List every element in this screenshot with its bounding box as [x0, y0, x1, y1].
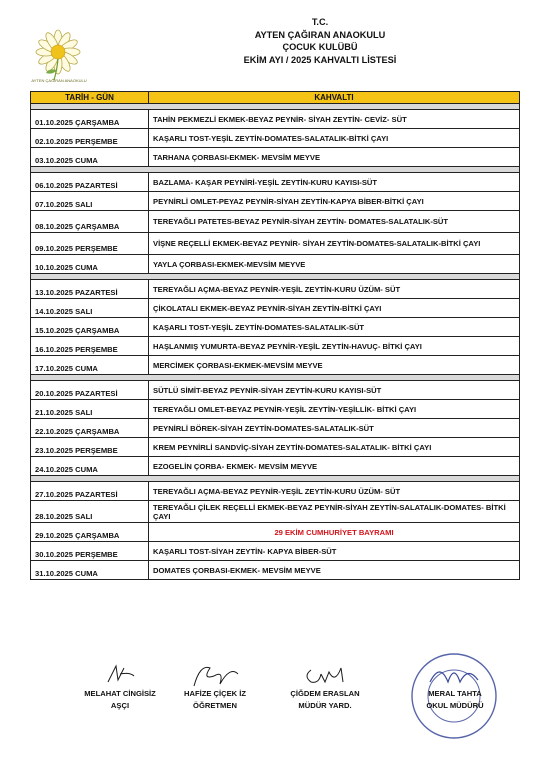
meal-cell: TEREYAĞLI PATETES-BEYAZ PEYNİR-SİYAH ZEYTİN- DOMATES-SALATALIK-SÜT: [149, 211, 520, 233]
date-cell: 20.10.2025 PAZARTESİ: [31, 381, 149, 400]
signature-name: HAFİZE ÇİÇEK İZ: [183, 689, 246, 698]
header-line-2: AYTEN ÇAĞIRAN ANAOKULU: [254, 29, 386, 40]
meal-cell: KAŞARLI TOST-SİYAH ZEYTİN- KAPYA BİBER-SÜT: [149, 542, 520, 561]
signature-mark: [90, 662, 150, 688]
table-row: [31, 148, 520, 167]
date-cell: 08.10.2025 ÇARŞAMBA: [31, 211, 149, 233]
meal-cell: TEREYAĞLI AÇMA-BEYAZ PEYNİR-YEŞİL ZEYTİN-KURU ÜZÜM- SÜT: [149, 482, 520, 501]
date-cell: 24.10.2025 CUMA: [31, 457, 149, 476]
table-row: [31, 280, 520, 299]
meal-cell: TARHANA ÇORBASI-EKMEK- MEVSİM MEYVE: [149, 148, 520, 167]
table-row: [31, 173, 520, 192]
meal-cell: PEYNİRLİ OMLET-PEYAZ PEYNİR-SİYAH ZEYTİN-KAPYA BİBER-BİTKİ ÇAYI: [149, 192, 520, 211]
meal-cell: TEREYAĞLI OMLET-BEYAZ PEYNİR-YEŞİL ZEYTİN-YEŞİLLİK- BİTKİ ÇAYI: [149, 400, 520, 419]
date-cell: 21.10.2025 SALI: [31, 400, 149, 419]
date-cell: 29.10.2025 ÇARŞAMBA: [31, 523, 149, 542]
meal-cell: DOMATES ÇORBASI-EKMEK- MEVSİM MEYVE: [149, 561, 520, 580]
signature-principal: [395, 662, 515, 712]
date-cell: 16.10.2025 PERŞEMBE: [31, 337, 149, 356]
date-cell: 17.10.2025 CUMA: [31, 356, 149, 375]
table-row: [31, 419, 520, 438]
meal-cell: SÜTLÜ SİMİT-BEYAZ PEYNİR-SİYAH ZEYTİN-KURU KAYISI-SÜT: [149, 381, 520, 400]
meal-cell: TAHİN PEKMEZLİ EKMEK-BEYAZ PEYNİR- SİYAH ZEYTİN- CEVİZ- SÜT: [149, 110, 520, 129]
table-row: [31, 299, 520, 318]
table-row: [31, 356, 520, 375]
date-cell: 22.10.2025 ÇARŞAMBA: [31, 419, 149, 438]
meal-cell: YAYLA ÇORBASI-EKMEK-MEVSİM MEYVE: [149, 255, 520, 274]
column-header-date: TARİH - GÜN: [31, 92, 149, 104]
table-header-row: [31, 92, 520, 104]
meal-cell: PEYNİRLİ BÖREK-SİYAH ZEYTİN-DOMATES-SALATALIK-SÜT: [149, 419, 520, 438]
signature-mark: [425, 662, 485, 688]
date-cell: 07.10.2025 SALI: [31, 192, 149, 211]
date-cell: 13.10.2025 PAZARTESİ: [31, 280, 149, 299]
table-row: [31, 482, 520, 501]
date-cell: 06.10.2025 PAZARTESİ: [31, 173, 149, 192]
document-header: [120, 16, 520, 66]
signature-name: MELAHAT CİNGİSİZ: [84, 689, 156, 698]
meal-cell: BAZLAMA- KAŞAR PEYNİRİ-YEŞİL ZEYTİN-KURU KAYISI-SÜT: [149, 173, 520, 192]
date-cell: 27.10.2025 PAZARTESİ: [31, 482, 149, 501]
signature-name: MERAL TAHTA: [428, 689, 482, 698]
date-cell: 09.10.2025 PERŞEMBE: [31, 233, 149, 255]
signature-title: ÖĞRETMEN: [193, 701, 237, 710]
date-cell: 23.10.2025 PERŞEMBE: [31, 438, 149, 457]
signature-title: MÜDÜR YARD.: [298, 701, 352, 710]
date-cell: 28.10.2025 SALI: [31, 501, 149, 523]
header-line-3: ÇOCUK KULÜBÜ: [282, 42, 358, 52]
meal-cell: KREM PEYNİRLİ SANDVİÇ-SİYAH ZEYTİN-DOMATES-SALATALIK- BİTKİ ÇAYI: [149, 438, 520, 457]
table-row: [31, 457, 520, 476]
meal-cell: VİŞNE REÇELLİ EKMEK-BEYAZ PEYNİR- SİYAH ZEYTİN-DOMATES-SALATALIK-BİTKİ ÇAYI: [149, 233, 520, 255]
date-cell: 01.10.2025 ÇARŞAMBA: [31, 110, 149, 129]
date-cell: 30.10.2025 PERŞEMBE: [31, 542, 149, 561]
holiday-cell: 29 EKİM CUMHURİYET BAYRAMI: [149, 523, 520, 542]
signature-title: OKUL MÜDÜRÜ: [426, 701, 484, 710]
breakfast-menu-table: [30, 91, 520, 580]
column-header-meal: KAHVALTI: [149, 92, 520, 104]
table-row: [31, 211, 520, 233]
table-row: [31, 255, 520, 274]
date-cell: 02.10.2025 PERŞEMBE: [31, 129, 149, 148]
table-row: [31, 561, 520, 580]
table-row: [31, 192, 520, 211]
header-line-1: T.C.: [311, 17, 329, 27]
meal-cell: KAŞARLI TOST-YEŞİL ZEYTİN-DOMATES-SALATALIK-BİTKİ ÇAYI: [149, 129, 520, 148]
date-cell: 10.10.2025 CUMA: [31, 255, 149, 274]
signature-teacher: [160, 662, 270, 712]
table-row: [31, 523, 520, 542]
table-row: [31, 337, 520, 356]
meal-cell: TEREYAĞLI ÇİLEK REÇELLİ EKMEK-BEYAZ PEYNİR-SİYAH ZEYTİN-SALATALIK-DOMATES- BİTKİ ÇAYI: [149, 501, 520, 523]
meal-cell: EZOGELİN ÇORBA- EKMEK- MEVSİM MEYVE: [149, 457, 520, 476]
daisy-logo-icon: [30, 28, 86, 84]
signature-vice-principal: [270, 662, 380, 712]
table-row: [31, 110, 520, 129]
date-cell: 03.10.2025 CUMA: [31, 148, 149, 167]
signature-mark: [295, 662, 355, 688]
table-row: [31, 129, 520, 148]
table-row: [31, 438, 520, 457]
table-row: [31, 400, 520, 419]
date-cell: 31.10.2025 CUMA: [31, 561, 149, 580]
table-row: [31, 501, 520, 523]
table-row: [31, 542, 520, 561]
menu-body: [31, 104, 520, 580]
date-cell: 14.10.2025 SALI: [31, 299, 149, 318]
meal-cell: KAŞARLI TOST-YEŞİL ZEYTİN-DOMATES-SALATALIK-SÜT: [149, 318, 520, 337]
signature-mark: [180, 662, 250, 688]
logo-caption: AYTEN ÇAĞIRAN ANAOKULU: [31, 78, 87, 83]
table-row: [31, 381, 520, 400]
header-line-4: EKİM AYI / 2025 KAHVALTI LİSTESİ: [243, 54, 397, 65]
signature-title: AŞÇI: [110, 701, 130, 710]
meal-cell: TEREYAĞLI AÇMA-BEYAZ PEYNİR-YEŞİL ZEYTİN-KURU ÜZÜM- SÜT: [149, 280, 520, 299]
signature-name: ÇİĞDEM ERASLAN: [290, 689, 360, 698]
meal-cell: ÇİKOLATALI EKMEK-BEYAZ PEYNİR-SİYAH ZEYTİN-BİTKİ ÇAYI: [149, 299, 520, 318]
meal-cell: HAŞLANMIŞ YUMURTA-BEYAZ PEYNİR-YEŞİL ZEYTİN-HAVUÇ- BİTKİ ÇAYI: [149, 337, 520, 356]
table-row: [31, 318, 520, 337]
table-row: [31, 233, 520, 255]
meal-cell: MERCİMEK ÇORBASI-EKMEK-MEVSİM MEYVE: [149, 356, 520, 375]
date-cell: 15.10.2025 ÇARŞAMBA: [31, 318, 149, 337]
